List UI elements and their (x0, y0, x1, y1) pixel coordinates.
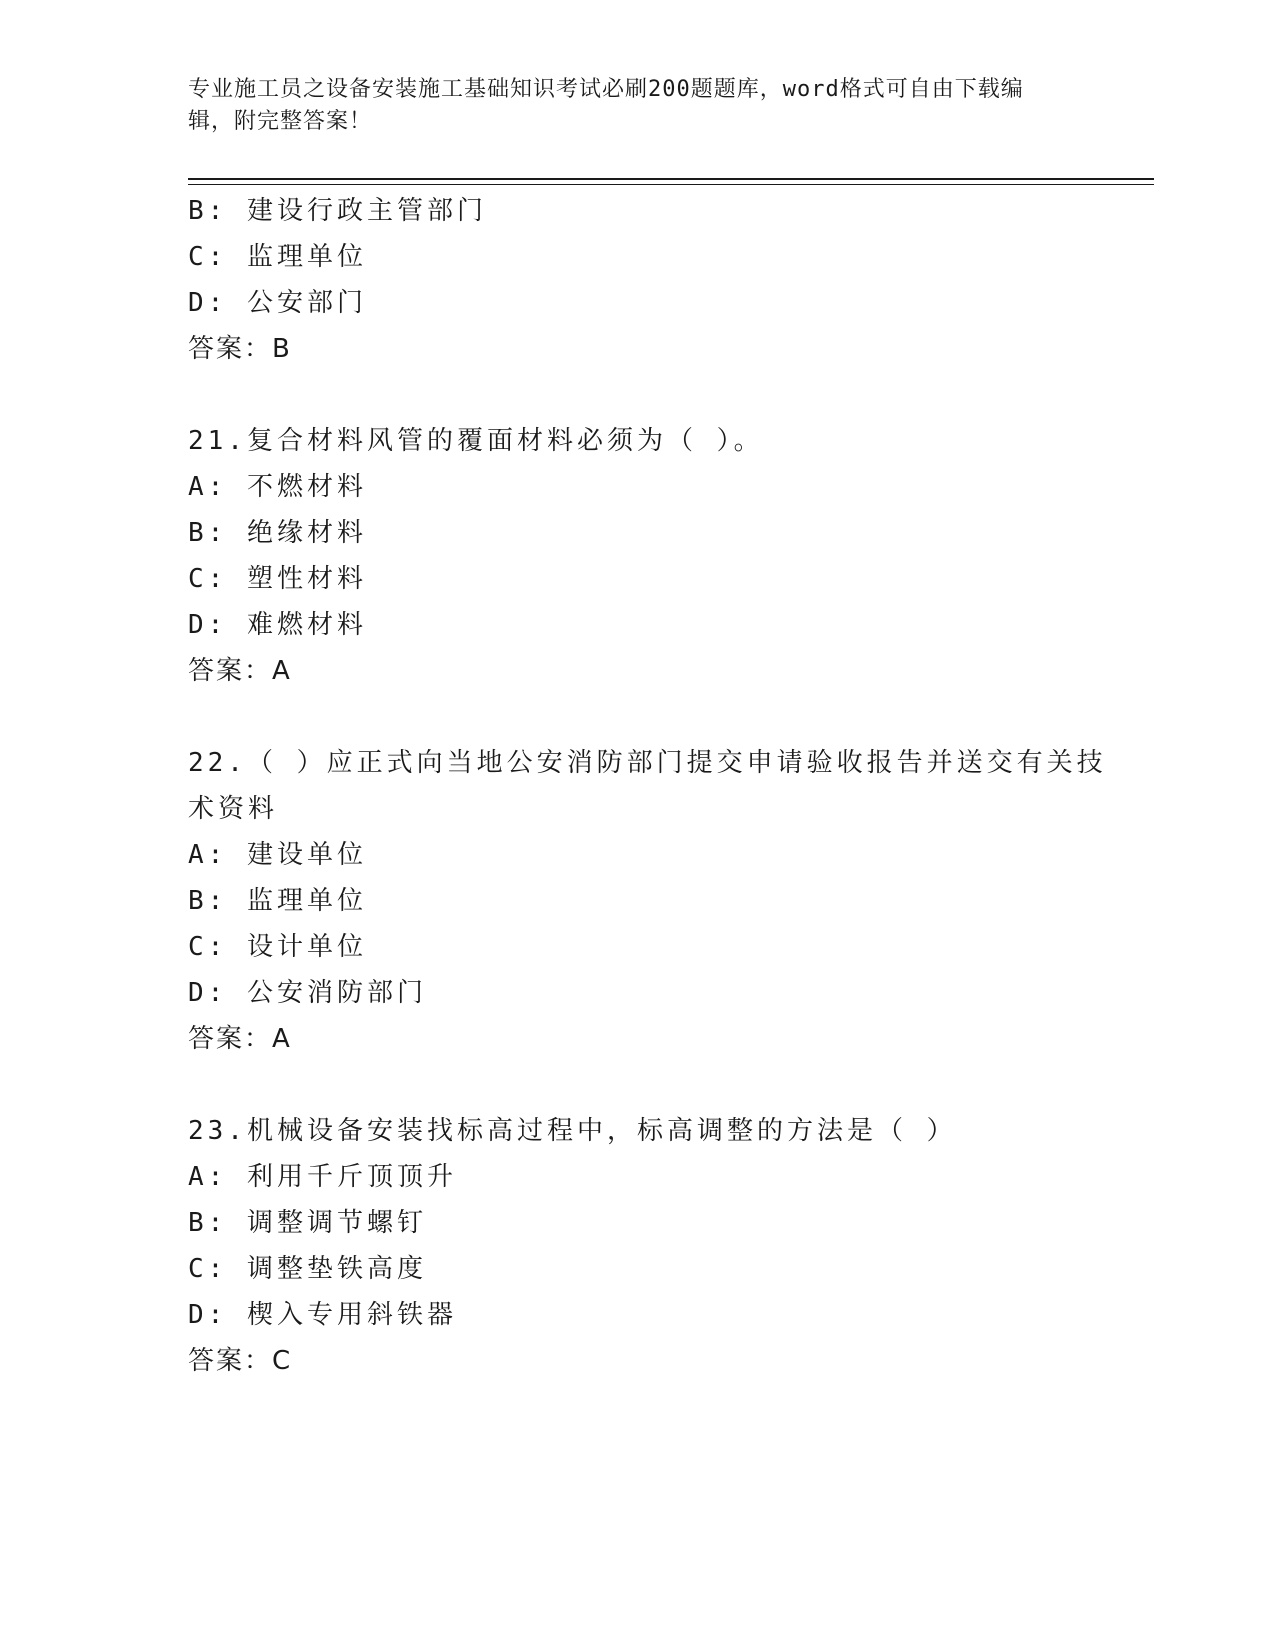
spacer (188, 372, 1088, 418)
answer-line: 答案：A (188, 1024, 292, 1054)
option-b: B: 建设行政主管部门 (188, 196, 487, 226)
question-stem-continuation: 术资料 (188, 794, 279, 824)
question-block (188, 740, 1107, 1062)
document-title: 专业施工员之设备安装施工基础知识考试必刷200题题库，word格式可自由下载编辑，附完整答案！ (188, 77, 1024, 134)
question-stem: 23.机械设备安装找标高过程中，标高调整的方法是（ ） (188, 1116, 957, 1146)
option-c: C: 调整垫铁高度 (188, 1254, 427, 1284)
option-c: C: 设计单位 (188, 932, 367, 962)
page-header (188, 74, 1068, 138)
answer-line: 答案：B (188, 334, 292, 364)
question-stem: 22.（ ）应正式向当地公安消防部门提交申请验收报告并送交有关技 (188, 748, 1107, 778)
answer-line: 答案：C (188, 1346, 293, 1376)
option-a: A: 利用千斤顶顶升 (188, 1162, 457, 1192)
option-a: A: 建设单位 (188, 840, 367, 870)
answer-line: 答案：A (188, 656, 292, 686)
question-stem: 21.复合材料风管的覆面材料必须为（ ）。 (188, 426, 764, 456)
spacer (188, 694, 1088, 740)
option-c: C: 塑性材料 (188, 564, 367, 594)
question-block (188, 188, 1088, 372)
option-d: D: 公安消防部门 (188, 978, 427, 1008)
question-block (188, 418, 1088, 694)
header-divider (188, 178, 1154, 180)
header-divider-secondary (188, 184, 1154, 185)
question-block (188, 1108, 1088, 1384)
option-b: B: 调整调节螺钉 (188, 1208, 427, 1238)
option-b: B: 监理单位 (188, 886, 367, 916)
option-d: D: 公安部门 (188, 288, 367, 318)
spacer (188, 1062, 1088, 1108)
question-list (188, 188, 1107, 1384)
option-b: B: 绝缘材料 (188, 518, 367, 548)
option-a: A: 不燃材料 (188, 472, 367, 502)
option-d: D: 难燃材料 (188, 610, 367, 640)
option-d: D: 楔入专用斜铁器 (188, 1300, 457, 1330)
option-c: C: 监理单位 (188, 242, 367, 272)
